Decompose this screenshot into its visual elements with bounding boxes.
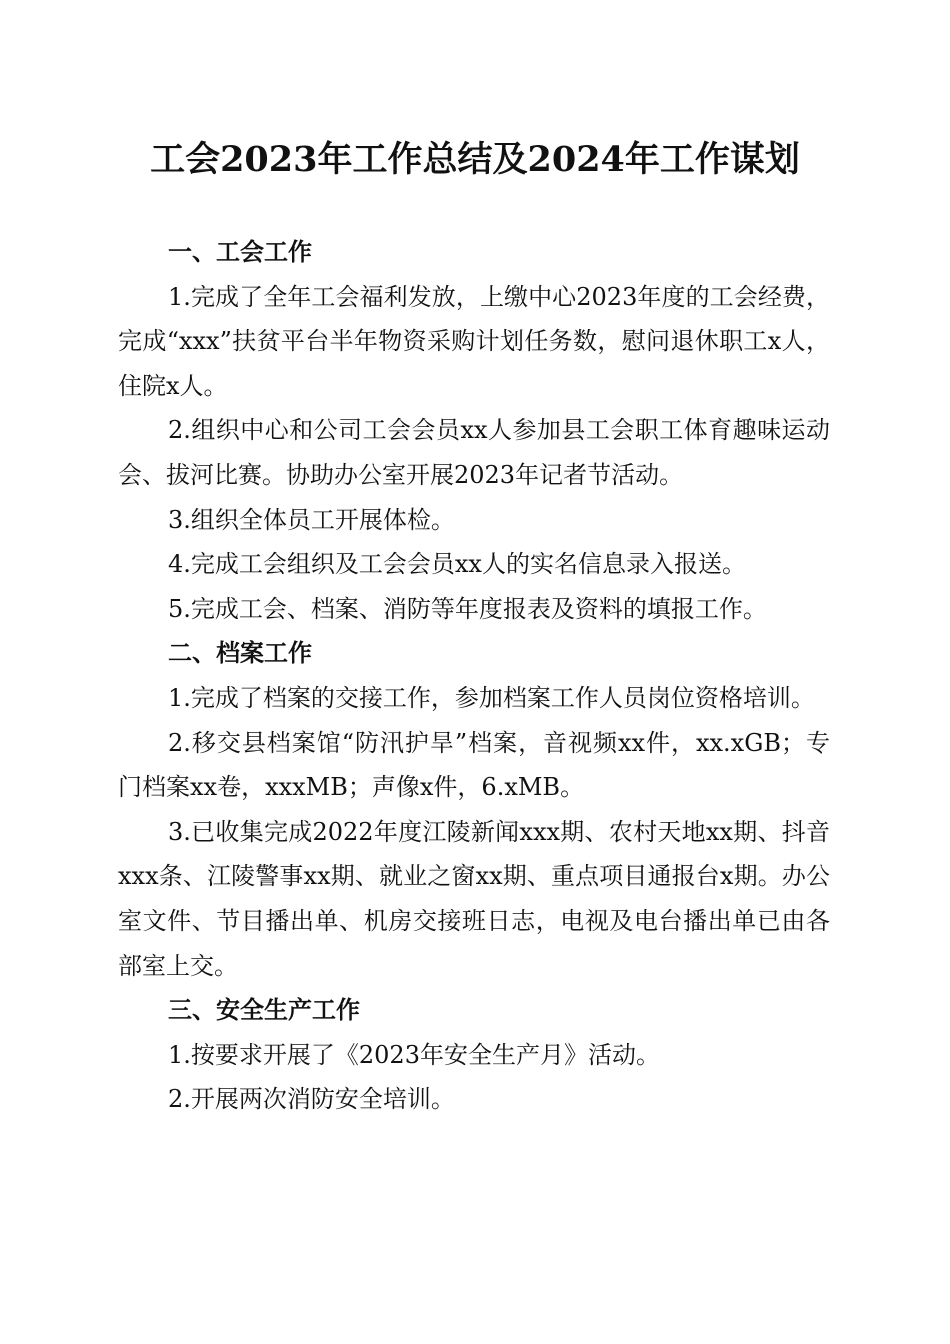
section-heading-safety: 三、安全生产工作 [168,996,360,1025]
paragraph: 1.按要求开展了《2023年安全生产月》活动。 [168,1040,660,1069]
paragraph: 2.组织中心和公司工会会员xx人参加县工会职工体育趣味运动会、拔河比赛。协助办公室开展2023年记者节活动。 [118,416,830,489]
section-heading-archives: 二、档案工作 [168,639,312,668]
paragraph: 5.完成工会、档案、消防等年度报表及资料的填报工作。 [168,594,767,623]
paragraph: 2.开展两次消防安全培训。 [168,1085,455,1114]
paragraph: 4.完成工会组织及工会会员xx人的实名信息录入报送。 [168,550,746,579]
paragraph: 3.组织全体员工开展体检。 [168,505,455,534]
paragraph: 1.完成了档案的交接工作，参加档案工作人员岗位资格培训。 [168,683,815,712]
paragraph: 2.移交县档案馆“防汛护旱”档案，音视频xx件，xx.xGB；专门档案xx卷，xxxMB；声像x件，6.xMB。 [118,728,830,802]
document-body [118,230,830,1122]
paragraph: 3.已收集完成2022年度江陵新闻xxx期、农村天地xx期、抖音xxx条、江陵警事xx期、就业之窗xx期、重点项目通报台x期。办公室文件、节目播出单、机房交接班日志，电视及电台播出单已由各部室上交。 [118,817,830,980]
document-title: 工会2023年工作总结及2024年工作谋划 [150,139,800,180]
section-heading-union: 一、工会工作 [168,238,312,266]
paragraph: 1.完成了全年工会福利发放，上缴中心2023年度的工会经费，完成“xxx”扶贫平台半年物资采购计划任务数，慰问退休职工x人，住院x人。 [118,282,830,400]
